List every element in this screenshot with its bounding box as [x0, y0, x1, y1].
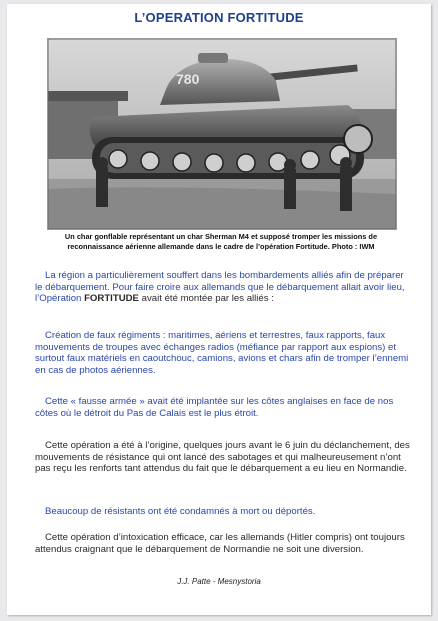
paragraph-intro [35, 270, 411, 305]
tank-number: 780 [176, 71, 200, 87]
author-signature: J.J. Patte - Mesnystoria [177, 577, 261, 586]
paragraph-fake-regiments: Création de faux régiments : maritimes, aériens et terrestres, faux rapports, faux mouvements de troupes avec échanges radios (méfiance par rapport aux espions) et surtout faux matériels en caoutchouc, camions, avions et chars afin de tromper l’ennemi en cas de photos aériennes. [35, 330, 409, 376]
paragraph-intro-end: avait été montée par les alliés : [138, 293, 274, 305]
paragraph-fake-army: Cette « fausse armée » avait été implantée sur les côtes anglaises en face de nos côtes où le détroit du Pas de Calais est le plus étroit. [35, 396, 394, 419]
photo-caption-line: reconnaissance aérienne allemande dans le cadre de l’opération Fortitude. Photo : IWM [67, 242, 375, 251]
page-title: L’OPERATION FORTITUDE [134, 10, 304, 25]
paragraph-deported: Beaucoup de résistants ont été condamnés à mort ou déportés. [45, 506, 316, 517]
photo-caption [47, 232, 395, 252]
paragraph-intro-strong: FORTITUDE [84, 293, 139, 305]
paragraph-intro-text: La région a particulièrement souffert dans les bombardements alliés afin de préparer le débarquement. Pour faire croire aux allemands que le débarquement allait avoir lieu, l’Opération [35, 270, 405, 305]
inflatable-tank-image [48, 39, 396, 229]
photo-caption-line: Un char gonflable représentant un char Sherman M4 et supposé tromper les missions de [64, 232, 378, 241]
paragraph-resistance: Cette opération a été à l’origine, quelques jours avant le 6 juin du déclanchement, des mouvements de résistance qui ont lancé des sabotages et qui malheureusement n’ont pas reçu les renforts tant attendus du fait que le débarquement a eu lieu en Normandie. [35, 440, 410, 475]
paragraph-conclusion: Cette opération d’intoxication efficace, car les allemands (Hitler compris) ont toujours attendus craignant que le débarquement de Normandie ne soit une diversion. [35, 532, 405, 555]
tank-photo [47, 38, 397, 230]
document-page [7, 4, 431, 615]
